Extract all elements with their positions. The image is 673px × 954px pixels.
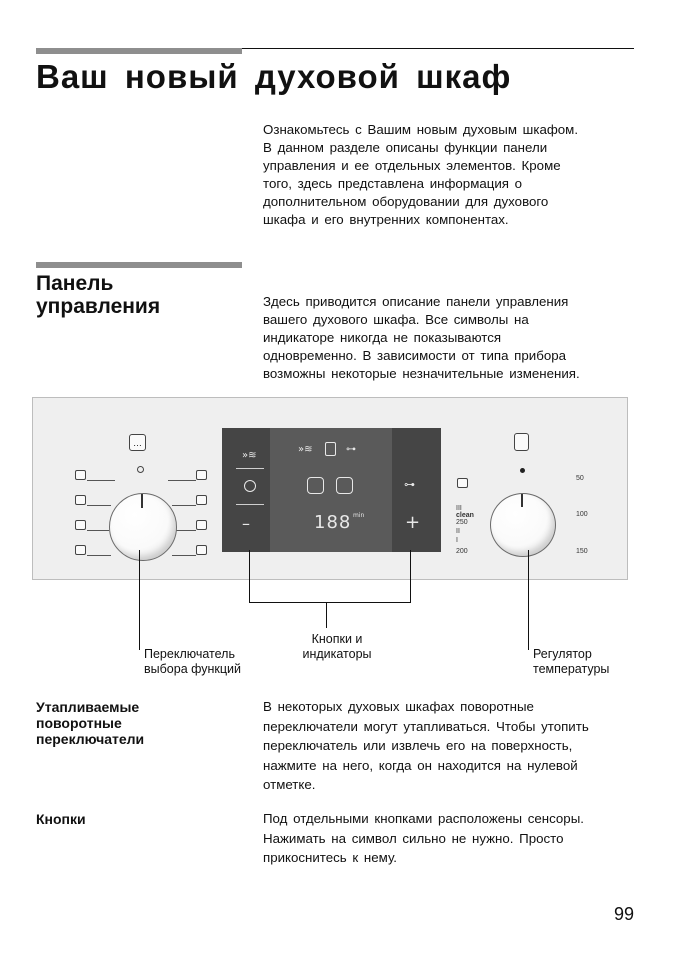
- pizza-icon: [196, 495, 207, 505]
- section-text-retractable: В некоторых духовых шкафах поворотные переключатели могут утапливаться. Чтобы утопить переключатель или извлечь его на поверхность, нажмите на него, когда он находится на нулевой отметке.: [263, 699, 589, 793]
- light-symbol-right: [457, 478, 468, 488]
- timer-indicator-icon: [336, 477, 353, 494]
- section-title-panel: Панель управления: [36, 272, 161, 318]
- temperature-knob-pointer: [521, 494, 523, 507]
- top-bottom-heat-icon: [75, 520, 86, 530]
- plus-button[interactable]: +: [405, 512, 421, 533]
- callout-buttons: Кнопки и индикаторы: [302, 632, 372, 661]
- temperature-icon: [514, 433, 529, 451]
- scale-mark-clean: clean: [456, 512, 474, 519]
- section-title-retractable: Утапливаемые поворотные переключатели: [36, 699, 145, 747]
- temperature-knob[interactable]: [490, 493, 556, 557]
- callout-line-buttons-left: [249, 550, 250, 602]
- grill-icon: [75, 495, 86, 505]
- header-accent-bar: [36, 48, 242, 54]
- function-selector-knob[interactable]: [109, 493, 177, 561]
- zero-position-mark: [137, 466, 144, 473]
- childlock-button[interactable]: ⊶: [404, 478, 415, 491]
- light-icon: [196, 545, 207, 555]
- scale-mark: II: [456, 528, 460, 535]
- intro-text: Ознакомьтесь с Вашим новым духовым шкафом. В данном разделе описаны функции панели управления и ее отдельных элементов. Кроме того, здесь представлена информация о дополнительном оборудовании для духового шкафа и его внутренних компонентах.: [263, 122, 579, 227]
- callout-function-selector: Переключатель выбора функций: [144, 647, 242, 676]
- thermometer-indicator-icon: [325, 442, 336, 456]
- callout-line-buttons-right: [410, 550, 411, 602]
- hot-air-icon: [75, 470, 86, 480]
- lock-indicator-icon: ⊶: [346, 444, 356, 455]
- scale-mark: 150: [576, 548, 588, 555]
- scale-mark: 200: [456, 548, 468, 555]
- scale-mark: III: [456, 505, 462, 512]
- callout-temperature: Регулятор температуры: [533, 647, 610, 676]
- quick-heat-button[interactable]: »≋: [242, 450, 257, 461]
- scale-mark: 50: [576, 475, 584, 482]
- button-divider: [236, 468, 264, 469]
- section-text-panel: Здесь приводится описание панели управления вашего духового шкафа. Все символы на индикаторе никогда не показываются одновременно. В зависимости от типа прибора возможны некоторые незначительные изменения.: [263, 294, 580, 381]
- bottom-heat-icon: [75, 545, 86, 555]
- control-panel-figure: [32, 397, 628, 580]
- callout-line-buttons-stem: [326, 602, 327, 628]
- callout-line-temperature: [528, 550, 529, 650]
- callout-line-function: [139, 550, 140, 650]
- function-menu-icon: …: [129, 434, 146, 451]
- eco-icon: [196, 470, 207, 480]
- minus-button[interactable]: –: [242, 514, 250, 533]
- section-accent-bar: [36, 262, 242, 268]
- button-divider: [236, 504, 264, 505]
- section-title-buttons: Кнопки: [36, 811, 86, 827]
- clock-button-icon[interactable]: [244, 480, 256, 492]
- function-knob-pointer: [141, 494, 143, 508]
- display-module: [222, 428, 441, 552]
- display-readout: 188: [314, 512, 352, 533]
- section-text-buttons: Под отдельными кнопками расположены сенсоры. Нажимать на символ сильно не нужно. Просто прикоснитесь к нему.: [263, 811, 584, 866]
- scale-mark: I: [456, 537, 458, 544]
- alarm-indicator-icon: [307, 477, 324, 494]
- scale-mark: 250: [456, 519, 468, 526]
- display-unit: min: [353, 512, 365, 519]
- defrost-icon: [196, 520, 207, 530]
- display-screen: [270, 428, 392, 552]
- quick-heat-indicator: »≋: [298, 444, 313, 455]
- page-number: 99: [613, 904, 634, 924]
- scale-mark: 100: [576, 511, 588, 518]
- temperature-zero-dot: [520, 468, 525, 473]
- callout-line-buttons-bottom: [249, 602, 411, 603]
- header-rule: [242, 48, 634, 49]
- page-title: Ваш новый духовой шкаф: [36, 58, 512, 95]
